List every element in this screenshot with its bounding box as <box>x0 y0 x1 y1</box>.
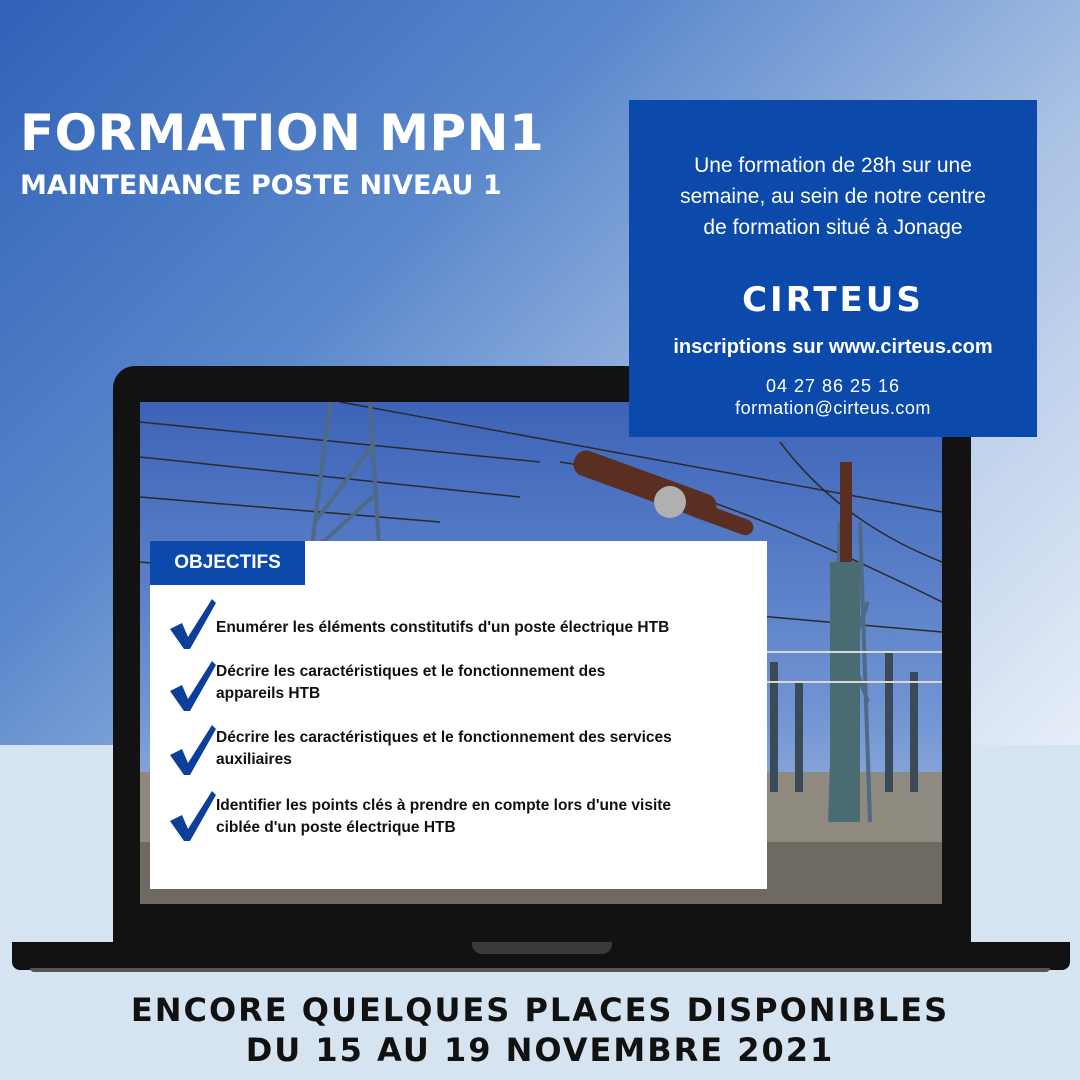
objective-text: Identifier les points clés à prendre en compte lors d'une visite <box>216 797 672 814</box>
checkmark-icon <box>168 789 218 845</box>
list-item <box>168 789 758 849</box>
list-item <box>168 597 758 657</box>
email-address[interactable]: formation@cirteus.com <box>735 398 931 418</box>
objectives-title: OBJECTIFS <box>150 541 305 585</box>
page-subtitle: MAINTENANCE POSTE NIVEAU 1 <box>20 170 502 201</box>
objective-text: Décrire les caractéristiques et le fonctionnement des services <box>216 729 672 746</box>
objective-text-cont: appareils HTB <box>216 685 321 702</box>
info-line-3: de formation situé à Jonage <box>703 216 963 239</box>
brand-logo: CIRTEUS <box>742 280 924 320</box>
inscriptions-link[interactable]: inscriptions sur www.cirteus.com <box>673 336 993 358</box>
laptop-foot <box>30 968 1050 972</box>
footer-line-1: ENCORE QUELQUES PLACES DISPONIBLES <box>130 991 950 1029</box>
checkmark-icon <box>168 597 218 653</box>
phone-number[interactable]: 04 27 86 25 16 <box>765 376 901 396</box>
objective-text-cont: ciblée d'un poste électrique HTB <box>216 819 456 836</box>
page-title: FORMATION MPN1 <box>20 104 545 162</box>
info-box <box>629 100 1037 437</box>
footer-line-2: DU 15 AU 19 NOVEMBRE 2021 <box>245 1031 835 1069</box>
checkmark-icon <box>168 659 218 715</box>
list-item <box>168 659 758 719</box>
list-item <box>168 723 758 783</box>
objective-text: Décrire les caractéristiques et le fonctionnement des <box>216 663 606 680</box>
objective-text: Enumérer les éléments constitutifs d'un poste électrique HTB <box>216 619 670 636</box>
objective-text-cont: auxiliaires <box>216 751 292 768</box>
info-line-2: semaine, au sein de notre centre <box>680 185 986 208</box>
objectives-panel <box>150 541 767 889</box>
info-line-1: Une formation de 28h sur une <box>694 154 972 177</box>
checkmark-icon <box>168 723 218 779</box>
footer-announcement <box>0 990 1080 1070</box>
info-description <box>629 150 1037 243</box>
laptop-notch <box>472 942 612 954</box>
